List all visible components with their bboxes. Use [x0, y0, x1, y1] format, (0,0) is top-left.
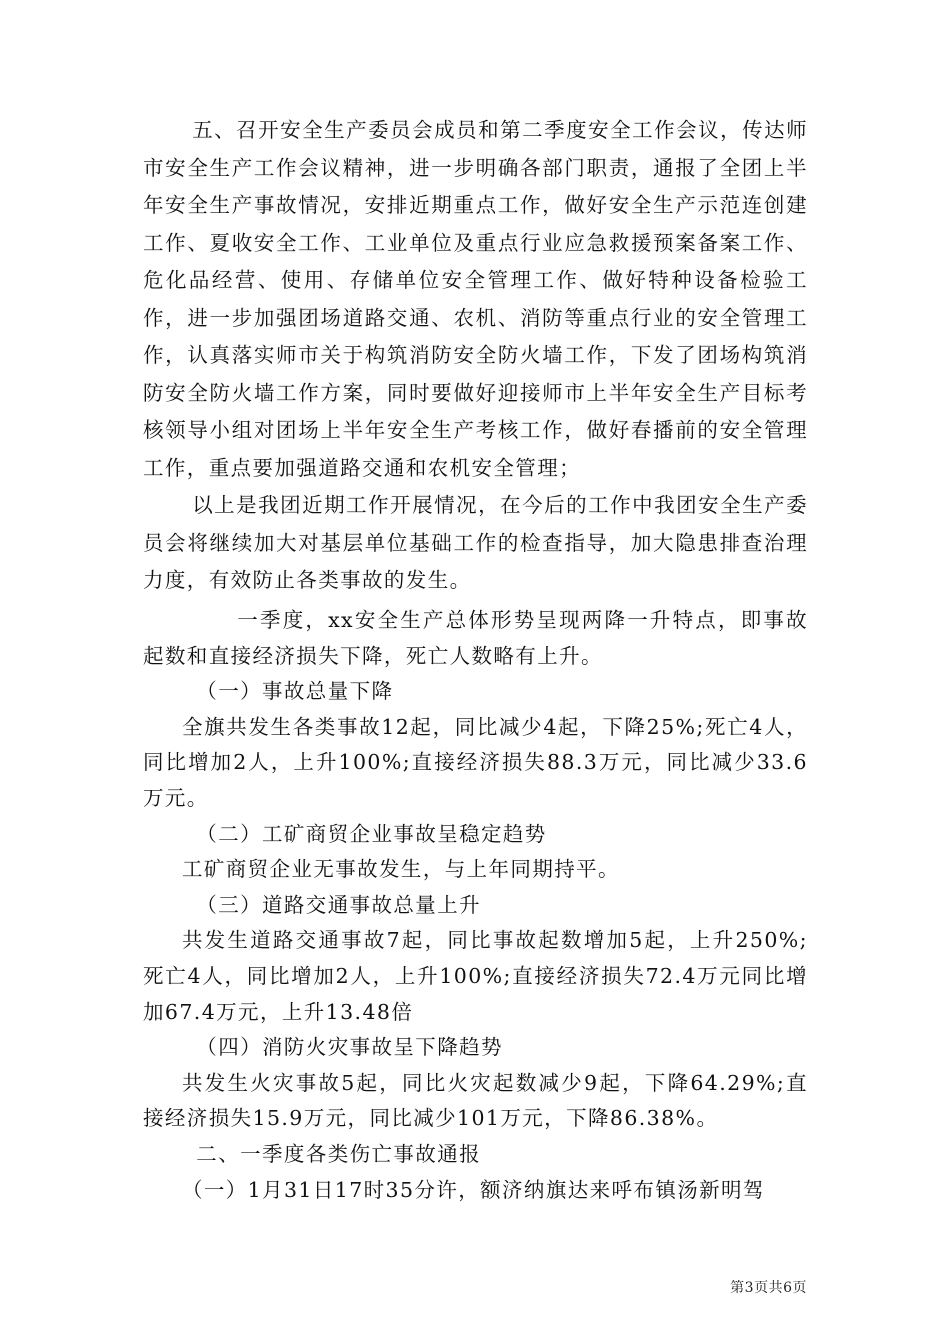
paragraph-fire-accidents: 共发生火灾事故5起，同比火灾起数减少9起，下降64.29%;直接经济损失15.9万元，同比减少101万元，下降86.38%。	[143, 1070, 808, 1131]
heading-fire-accidents: （四）消防火灾事故呈下降趋势	[196, 1035, 503, 1060]
page-number: 第3页共6页	[730, 1280, 807, 1296]
paragraph-total-accidents: 全旗共发生各类事故12起，同比减少4起，下降25%;死亡4人，同比增加2人，上升100%;直接经济损失88.3万元，同比减少33.6万元。	[143, 714, 808, 810]
paragraph-road-traffic: 共发生道路交通事故7起，同比事故起数增加5起，上升250%;死亡4人，同比增加2人，上升100%;直接经济损失72.4万元同比增加67.4万元，上升13.48倍	[143, 928, 808, 1024]
paragraph-quarter-intro: 一季度，xx安全生产总体形势呈现两降一升特点，即事故起数和直接经济损失下降，死亡人数略有上升。	[143, 608, 808, 668]
paragraph-work-item-five: 五、召开安全生产委员会成员和第二季度安全工作会议，传达师市安全生产工作会议精神，进一步明确各部门职责，通报了全团上半年安全生产事故情况，安排近期重点工作，做好安全生产示范连创建工作、夏收安全工作、工业单位及重点行业应急救援预案备案工作、危化品经营、使用、存储单位安全管理工作、做好特种设备检验工作，进一步加强团场道路交通、农机、消防等重点行业的安全管理工作，认真落实师市关于构筑消防安全防火墙工作，下发了团场构筑消防安全防火墙工作方案，同时要做好迎接师市上半年安全生产目标考核领导小组对团场上半年安全生产考核工作，做好春播前的安全管理工作，重点要加强道路交通和农机安全管理；	[143, 118, 808, 480]
paragraph-casualty-report: （一）1月31日17时35分许，额济纳旗达来呼布镇汤新明驾	[181, 1177, 765, 1202]
paragraph-industrial-accidents: 工矿商贸企业无事故发生，与上年同期持平。	[181, 857, 620, 882]
heading-industrial-accidents: （二）工矿商贸企业事故呈稳定趋势	[196, 821, 547, 846]
heading-casualty-report: 二、一季度各类伤亡事故通报	[196, 1141, 481, 1166]
body-text-upper	[143, 112, 808, 600]
paragraph-summary: 以上是我团近期工作开展情况，在今后的工作中我团安全生产委员会将继续加大对基层单位基础工作的检查指导，加大隐患排查治理力度，有效防止各类事故的发生。	[143, 493, 808, 592]
heading-road-traffic: （三）道路交通事故总量上升	[196, 892, 481, 917]
heading-total-accidents: （一）事故总量下降	[196, 679, 394, 704]
body-text-lower	[143, 603, 808, 1208]
